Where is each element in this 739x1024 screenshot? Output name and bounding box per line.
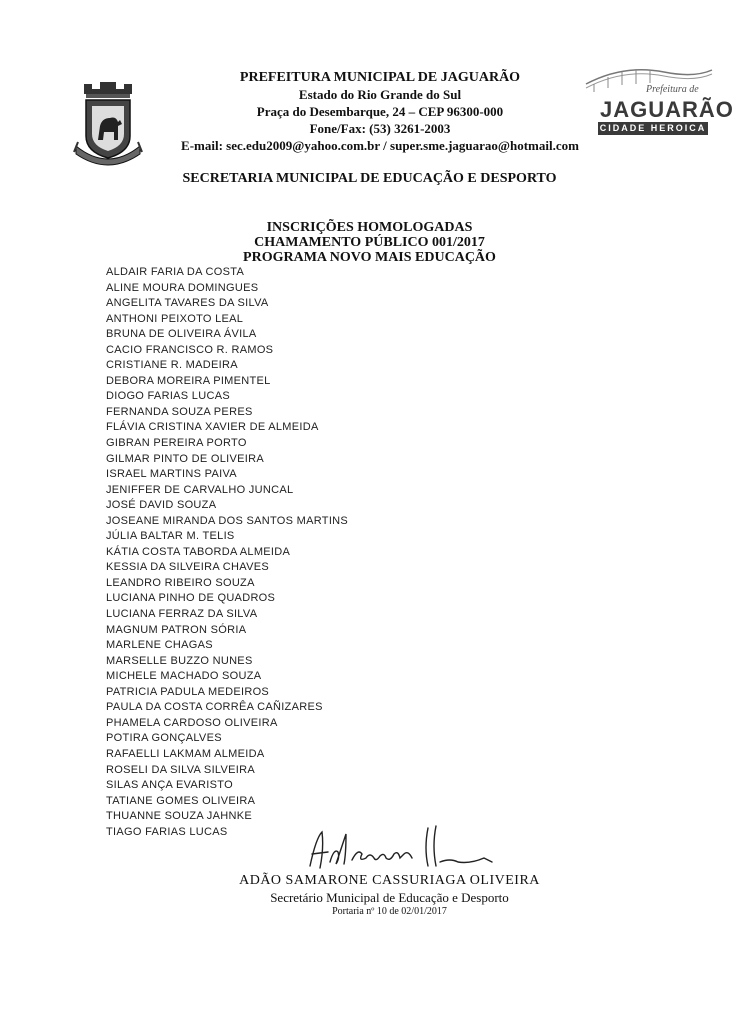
list-item: MAGNUM PATRON SÓRIA — [106, 623, 247, 636]
list-item: ANGELITA TAVARES DA SILVA — [106, 297, 269, 310]
list-item: JÚLIA BALTAR M. TELIS — [106, 530, 235, 543]
list-item: ANTHONI PEIXOTO LEAL — [106, 312, 244, 325]
list-item: LEANDRO RIBEIRO SOUZA — [106, 576, 255, 589]
logo-script: Prefeitura de — [646, 84, 699, 95]
list-item: MARSELLE BUZZO NUNES — [106, 654, 253, 667]
list-item: DIOGO FARIAS LUCAS — [106, 390, 230, 403]
list-item: ALDAIR FARIA DA COSTA — [106, 266, 245, 278]
list-item: TIAGO FARIAS LUCAS — [106, 825, 228, 838]
list-item: LUCIANA PINHO DE QUADROS — [106, 592, 276, 605]
list-item: ALINE MOURA DOMINGUES — [106, 281, 259, 294]
list-item: FERNANDA SOUZA PERES — [106, 405, 253, 418]
title-line-1: INSCRIÇÕES HOMOLOGADAS — [266, 220, 473, 235]
list-item: PHAMELA CARDOSO OLIVEIRA — [106, 716, 278, 729]
list-item: PATRICIA PADULA MEDEIROS — [106, 685, 270, 698]
list-item: MARLENE CHAGAS — [106, 639, 213, 652]
list-item: RAFAELLI LAKMAM ALMEIDA — [106, 747, 265, 760]
title-line-2: CHAMAMENTO PÚBLICO 001/2017 — [254, 235, 485, 250]
list-item: CACIO FRANCISCO R. RAMOS — [106, 343, 274, 356]
header-line-2: Estado do Rio Grande do Sul — [298, 87, 462, 102]
list-item: TATIANE GOMES OLIVEIRA — [106, 794, 256, 807]
list-item: JOSEANE MIRANDA DOS SANTOS MARTINS — [106, 514, 349, 527]
list-item: THUANNE SOUZA JAHNKE — [106, 810, 252, 823]
list-item: KÁTIA COSTA TABORDA ALMEIDA — [106, 545, 291, 558]
header-line-1: PREFEITURA MUNICIPAL DE JAGUARÃO — [239, 70, 521, 85]
header-email-line: E-mail: sec.edu2009@yahoo.com.br / super.sme.jaguarao@hotmail.com — [181, 138, 579, 153]
list-item: ROSELI DA SILVA SILVEIRA — [106, 763, 256, 776]
list-item: POTIRA GONÇALVES — [106, 732, 222, 745]
list-item: SILAS ANÇA EVARISTO — [106, 779, 233, 792]
list-item: JOSÉ DAVID SOUZA — [106, 499, 217, 512]
list-item: JENIFFER DE CARVALHO JUNCAL — [106, 483, 294, 496]
list-item: DEBORA MOREIRA PIMENTEL — [106, 374, 271, 387]
list-item: CRISTIANE R. MADEIRA — [106, 359, 238, 372]
header-line-3: Praça do Desembarque, 24 – CEP 96300-000 — [256, 104, 504, 119]
list-item: ISRAEL MARTINS PAIVA — [106, 468, 237, 481]
department-title: SECRETARIA MUNICIPAL DE EDUCAÇÃO E DESPORTO — [182, 171, 557, 186]
list-item: LUCIANA FERRAZ DA SILVA — [106, 608, 258, 621]
logo-word: JAGUARÃO — [600, 97, 734, 122]
list-item: MICHELE MACHADO SOUZA — [106, 670, 262, 683]
list-item: KESSIA DA SILVEIRA CHAVES — [106, 561, 269, 574]
list-item: PAULA DA COSTA CORRÊA CAÑIZARES — [106, 701, 323, 714]
signatory-name: ADÃO SAMARONE CASSURIAGA OLIVEIRA — [239, 873, 540, 888]
list-item: FLÁVIA CRISTINA XAVIER DE ALMEIDA — [106, 421, 319, 434]
coat-of-arms-icon — [72, 80, 144, 170]
header-line-4: Fone/Fax: (53) 3261-2003 — [309, 121, 451, 136]
list-item: GILMAR PINTO DE OLIVEIRA — [106, 452, 264, 465]
title-line-3: PROGRAMA NOVO MAIS EDUCAÇÃO — [243, 250, 496, 265]
registrants-list — [106, 265, 348, 840]
signatory-portaria: Portaria nº 10 de 02/01/2017 — [332, 906, 447, 917]
handwritten-signature-icon — [300, 818, 500, 878]
list-item: BRUNA DE OLIVEIRA ÁVILA — [106, 328, 257, 341]
logo-band: CIDADE HEROICA — [599, 123, 707, 133]
signatory-role: Secretário Municipal de Educação e Desporto — [270, 890, 509, 905]
list-item: GIBRAN PEREIRA PORTO — [106, 437, 247, 450]
